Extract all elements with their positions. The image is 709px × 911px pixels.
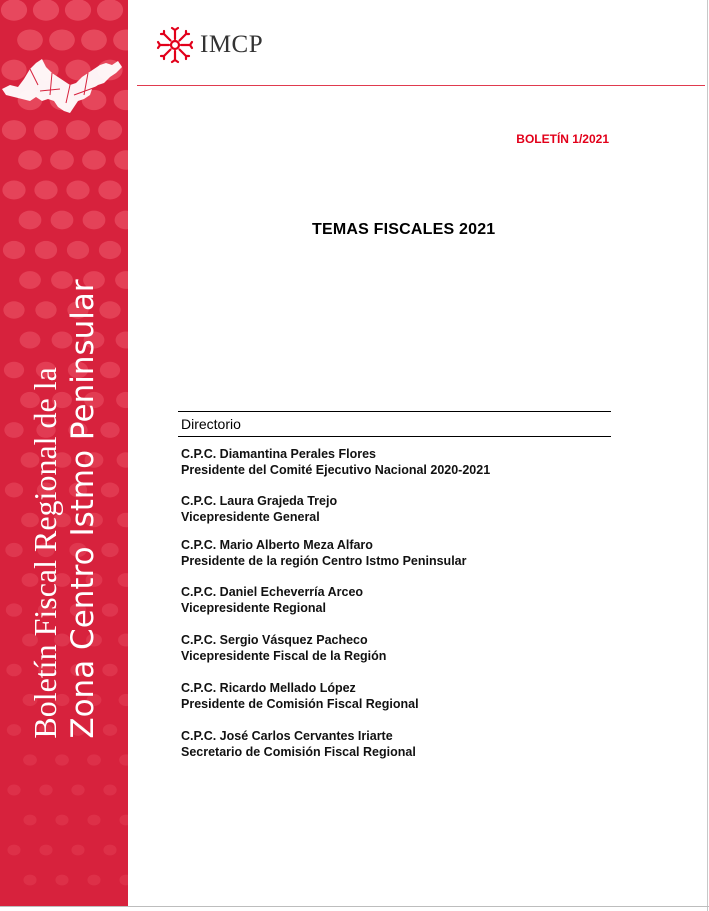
directory-section xyxy=(178,411,611,759)
directory-entry-name: C.P.C. Ricardo Mellado López xyxy=(181,681,356,695)
directory-entry-name: C.P.C. Laura Grajeda Trejo xyxy=(181,494,338,508)
vertical-title-line2: Zona Centro Istmo Peninsular xyxy=(64,279,101,739)
directory-entry-role: Vicepresidente General xyxy=(181,510,320,524)
directory-entry-name: C.P.C. Mario Alberto Meza Alfaro xyxy=(181,538,373,552)
directory-entry-name: C.P.C. Daniel Echeverría Arceo xyxy=(181,585,364,599)
bulletin-number: BOLETÍN 1/2021 xyxy=(516,132,609,146)
directory-entry xyxy=(181,680,419,712)
directory-entry-role: Secretario de Comisión Fiscal Regional xyxy=(181,745,416,759)
directory-entry xyxy=(181,493,337,525)
directory-entry xyxy=(181,728,416,760)
directory-entry-name: C.P.C. Sergio Vásquez Pacheco xyxy=(181,633,368,647)
imcp-emblem-icon xyxy=(156,26,194,64)
directory-entry-name: C.P.C. José Carlos Cervantes Iriarte xyxy=(181,729,393,743)
page-border-bottom xyxy=(0,906,709,907)
logo-text: IMCP xyxy=(200,31,264,58)
directory-entry-role: Presidente del Comité Ejecutivo Nacional 2020-2021 xyxy=(181,463,491,477)
directory-entry-role: Vicepresidente Regional xyxy=(181,601,326,615)
red-sidebar xyxy=(0,0,128,906)
directory-entry-name: C.P.C. Diamantina Perales Flores xyxy=(181,447,376,461)
page-border-right xyxy=(707,0,708,911)
vertical-title-line1: Boletín Fiscal Regional de la xyxy=(26,367,63,739)
imcp-logo xyxy=(156,26,263,64)
vertical-title xyxy=(27,279,101,738)
main-title: TEMAS FISCALES 2021 xyxy=(312,221,496,238)
directory-entry xyxy=(181,537,467,569)
directory-entry xyxy=(181,584,363,616)
header-rule xyxy=(137,85,705,86)
directory-heading: Directorio xyxy=(178,411,611,437)
directory-entry xyxy=(181,632,386,664)
mexico-map-icon xyxy=(0,55,128,125)
directory-entry xyxy=(181,446,490,478)
directory-entry-role: Presidente de la región Centro Istmo Peninsular xyxy=(181,554,467,568)
directory-entry-role: Presidente de Comisión Fiscal Regional xyxy=(181,697,419,711)
directory-entry-role: Vicepresidente Fiscal de la Región xyxy=(181,649,387,663)
